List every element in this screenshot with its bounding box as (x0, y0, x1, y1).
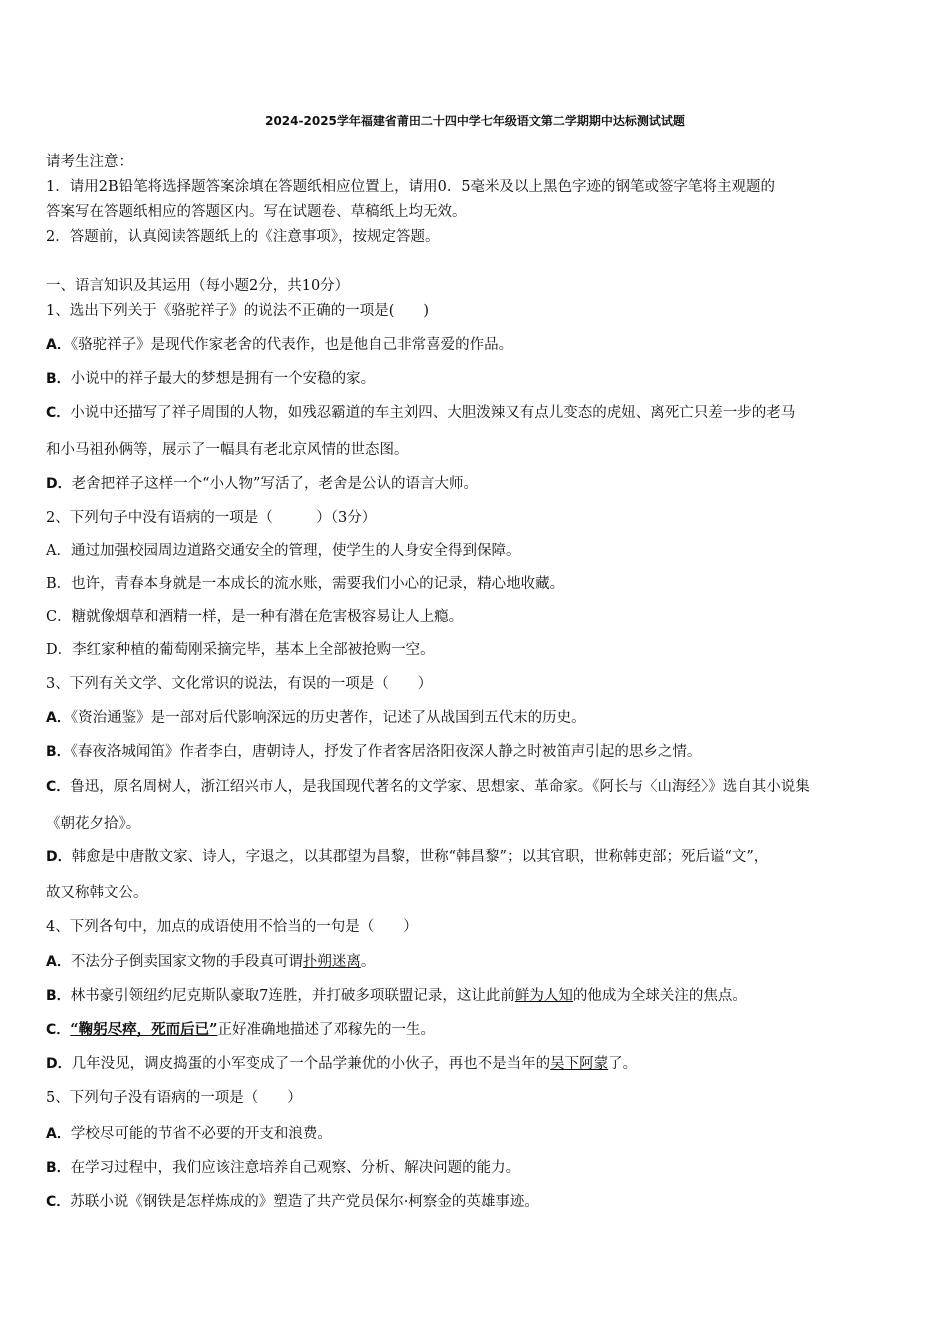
option-label: A． (46, 337, 71, 353)
option-text: 了。 (608, 1056, 638, 1072)
option-label: A． (46, 954, 71, 970)
question-3-option-b (46, 742, 912, 762)
option-text: 老舍把祥子这样一个“小人物”写活了，老舍是公认的语言大师。 (71, 476, 478, 492)
dotted-idiom: 扑朔迷离 (302, 954, 361, 970)
question-1-option-c-line-1 (46, 403, 912, 423)
page-title: 2024-2025学年福建省莆田二十四中学七年级语文第二学期期中达标测试试题 (265, 114, 685, 128)
notice-item-1-line-2: 答案写在答题纸相应的答题区内。写在试题卷、草稿纸上均无效。 (46, 204, 467, 220)
option-label: A． (46, 710, 71, 726)
question-3-option-c-line-2: 《朝花夕拾》。 (46, 816, 141, 832)
option-text: 在学习过程中，我们应该注意培养自己观察、分析、解决问题的能力。 (70, 1160, 521, 1176)
question-1-option-c-line-2: 和小马祖孙俩等，展示了一幅具有老北京风情的世态图。 (46, 442, 409, 458)
question-2-option-b: B．也许，青春本身就是一本成长的流水账，需要我们小心的记录，精心地收藏。 (46, 576, 565, 592)
option-text: 学校尽可能的节省不必要的开支和浪费。 (70, 1126, 332, 1142)
question-4-stem: 4、下列各句中，加点的成语使用不恰当的一句是（ ） (46, 919, 418, 935)
notice-heading: 请考生注意： (46, 154, 133, 170)
question-5-option-c (46, 1192, 912, 1212)
question-1-stem: 1、选出下列关于《骆驼祥子》的说法不正确的一项是( ) (46, 303, 430, 319)
question-5-option-b (46, 1158, 912, 1178)
option-text: 苏联小说《钢铁是怎样炼成的》塑造了共产党员保尔·柯察金的英雄事迹。 (70, 1194, 539, 1210)
option-label: D． (46, 849, 72, 865)
option-text: 《资治通鉴》是一部对后代影响深远的历史著作，记述了从战国到五代末的历史。 (70, 710, 586, 726)
option-label: C． (46, 1022, 71, 1038)
option-label: D． (46, 1056, 72, 1072)
option-label: C． (46, 779, 71, 795)
option-text: 《春夜洛城闻笛》作者李白，唐朝诗人，抒发了作者客居洛阳夜深人静之时被笛声引起的思乡之情。 (70, 744, 702, 760)
option-label: A． (46, 1126, 71, 1142)
question-4-option-c (46, 1020, 912, 1040)
option-text: 正好准确地描述了邓稼先的一生。 (217, 1022, 435, 1038)
option-label: D． (46, 476, 72, 492)
section-1-heading: 一、语言知识及其运用（每小题2分，共10分） (46, 278, 350, 294)
question-1-option-a (46, 335, 912, 355)
option-label: B． (46, 744, 71, 760)
option-label: B． (46, 1160, 71, 1176)
option-label: C． (46, 1194, 71, 1210)
notice-item-2: 2．答题前，认真阅读答题纸上的《注意事项》，按规定答题。 (46, 229, 440, 245)
question-4-option-b (46, 986, 912, 1006)
dotted-idiom: “鞠躬尽瘁，死而后已” (70, 1021, 218, 1038)
option-text: 几年没见，调皮捣蛋的小军变成了一个品学兼优的小伙子，再也不是当年的 (71, 1056, 551, 1072)
question-2-option-c: C．糖就像烟草和酒精一样，是一种有潜在危害极容易让人上瘾。 (46, 609, 464, 625)
option-text: 不法分子倒卖国家文物的手段真可谓 (70, 954, 303, 970)
option-label: B． (46, 988, 71, 1004)
question-4-option-d (46, 1054, 912, 1074)
question-4-option-a (46, 952, 912, 972)
dotted-idiom: 吴下阿蒙 (550, 1056, 609, 1072)
question-2-option-d: D．李红家种植的葡萄刚采摘完毕，基本上全部被抢购一空。 (46, 642, 435, 658)
option-label: B． (46, 371, 71, 387)
option-label: C． (46, 405, 71, 421)
option-text: 小说中的祥子最大的梦想是拥有一个安稳的家。 (70, 371, 376, 387)
question-3-stem: 3、下列有关文学、文化常识的说法，有误的一项是（ ） (46, 676, 433, 692)
dotted-idiom: 鲜为人知 (514, 988, 573, 1004)
question-1-option-b (46, 369, 912, 389)
option-text: 鲁迅，原名周树人，浙江绍兴市人，是我国现代著名的文学家、思想家、革命家。《阿长与〈山海经〉》选自其小说集 (70, 779, 810, 795)
option-text: 小说中还描写了祥子周围的人物，如残忍霸道的车主刘四、大胆泼辣又有点儿变态的虎妞、离死亡只差一步的老马 (70, 405, 796, 421)
question-3-option-d-line-1 (46, 847, 912, 867)
option-text: 林书豪引领纽约尼克斯队豪取7连胜，并打破多项联盟记录，这让此前 (70, 988, 515, 1004)
question-5-stem: 5、下列句子没有语病的一项是（ ） (46, 1090, 302, 1106)
question-5-option-a (46, 1124, 912, 1144)
option-text: 的他成为全球关注的焦点。 (572, 988, 747, 1004)
option-text: 韩愈是中唐散文家、诗人，字退之，以其郡望为昌黎，世称“韩昌黎”；以其官职，世称韩吏部；死后谥“文”， (71, 849, 769, 865)
option-text: 。 (360, 954, 376, 970)
question-3-option-c-line-1 (46, 777, 912, 797)
notice-item-1-line-1: 1．请用2B铅笔将选择题答案涂填在答题纸相应位置上，请用0．5毫米及以上黑色字迹的钢笔或签字笔将主观题的 (46, 179, 776, 195)
option-text: 《骆驼祥子》是现代作家老舍的代表作，也是他自己非常喜爱的作品。 (70, 337, 514, 353)
question-2-stem: 2、下列句子中没有语病的一项是（ ）（3分） (46, 510, 377, 526)
question-1-option-d (46, 474, 912, 494)
question-3-option-a (46, 708, 912, 728)
question-3-option-d-line-2: 故又称韩文公。 (46, 885, 148, 901)
question-2-option-a: A．通过加强校园周边道路交通安全的管理，使学生的人身安全得到保障。 (46, 543, 521, 559)
